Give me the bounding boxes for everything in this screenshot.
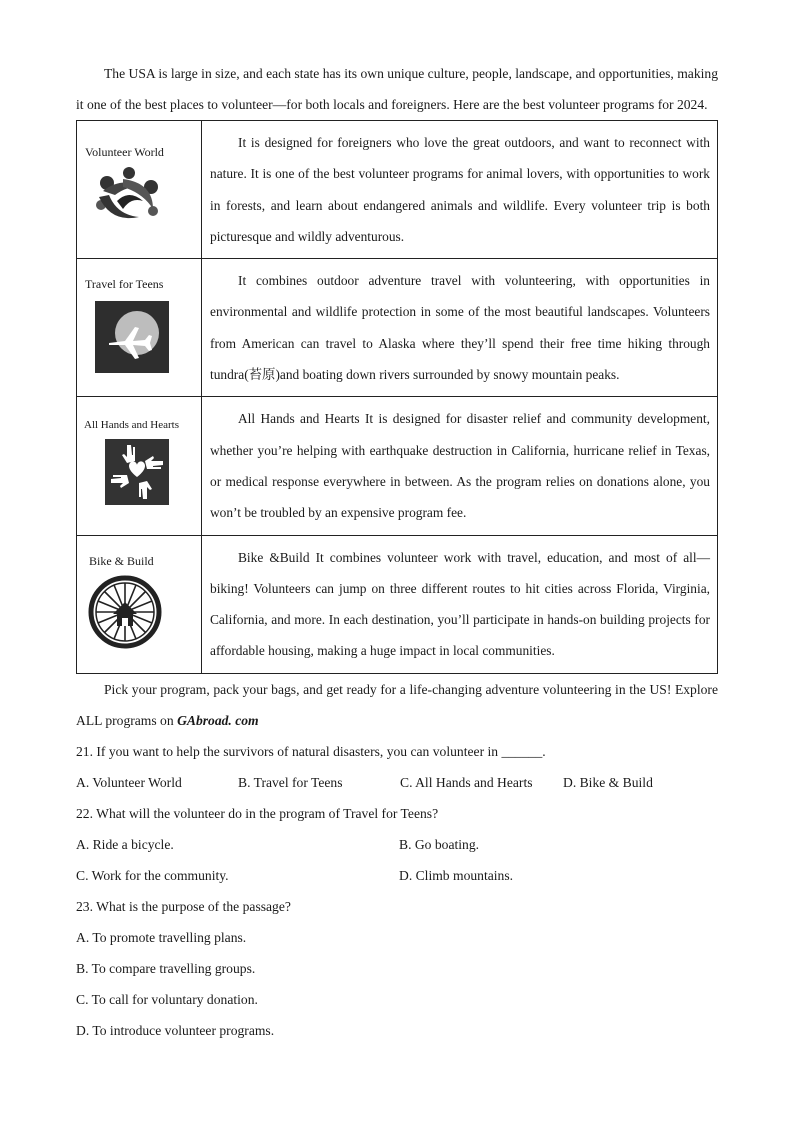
program-row: [77, 121, 718, 259]
question-options: [76, 767, 718, 798]
program-row: [77, 535, 718, 673]
program-name: Volunteer World: [85, 145, 164, 159]
bike-wheel-house-icon: [87, 574, 163, 650]
question-21: [76, 736, 718, 798]
question-options-row: [76, 829, 718, 860]
program-description-cell: [202, 259, 718, 397]
option-a[interactable]: A. To promote travelling plans.: [76, 929, 247, 945]
question-stem: 21. If you want to help the survivors of natural disasters, you can volunteer in ______.: [76, 743, 546, 759]
option-b[interactable]: B. Travel for Teens: [238, 774, 343, 790]
program-description: All Hands and Hearts It is designed for disaster relief and community development, whether you’re helping with earthquake destruction in California, hurricane relief in Texas, or medical response everywhere in between. As the program relies on donations alone, you won’t be troubled by an expensive program fee.: [210, 411, 710, 521]
option-d[interactable]: D. Climb mountains.: [399, 867, 514, 883]
program-name: Bike & Build: [89, 553, 154, 568]
program-row: [77, 397, 718, 535]
option-d[interactable]: D. To introduce volunteer programs.: [76, 1022, 275, 1038]
program-description: It is designed for foreigners who love the great outdoors, and want to reconnect with nature. It is one of the best volunteer programs for animal lovers, with opportunities to work in forests, and learn about endangered animals and wildlife. Every volunteer trip is both picturesque and wildly adventurous.: [210, 135, 710, 244]
question-stem: 23. What is the purpose of the passage?: [76, 898, 291, 914]
program-logo-cell: [77, 535, 202, 673]
option-c[interactable]: C. To call for voluntary donation.: [76, 991, 258, 1007]
option-c[interactable]: C. Work for the community.: [76, 867, 229, 883]
question-options-row: [76, 860, 718, 891]
option-a[interactable]: A. Volunteer World: [76, 774, 182, 790]
program-description-cell: [202, 397, 718, 535]
option-d[interactable]: D. Bike & Build: [563, 774, 653, 790]
option-b[interactable]: B. Go boating.: [399, 836, 480, 852]
closing-paragraph: [76, 674, 718, 736]
program-logo-cell: [77, 121, 202, 259]
site-link[interactable]: GAbroad. com: [177, 712, 259, 728]
airplane-icon: [95, 301, 169, 373]
program-name: Travel for Teens: [85, 277, 164, 292]
page: [76, 58, 718, 1046]
program-description: It combines outdoor adventure travel with volunteering, with opportunities in environmental and wildlife protection in some of the most beautiful landscapes. Volunteers from American can travel to Alaska where they’ll spend their free time hiking through tundra(苔原)and boating down rivers surrounded by snowy mountain peaks.: [210, 273, 710, 383]
program-logo-cell: [77, 259, 202, 397]
program-name: All Hands and Hearts: [84, 419, 180, 432]
program-description-cell: [202, 535, 718, 673]
program-row: [77, 259, 718, 397]
programs-table: [76, 120, 718, 674]
closing-text: Pick your program, pack your bags, and get ready for a life-changing adventure volunteering in the US! Explore ALL programs on: [76, 681, 718, 728]
program-logo-cell: [77, 397, 202, 535]
hands-heart-icon: [105, 439, 169, 505]
question-22: [76, 798, 718, 891]
volunteer-world-logo-icon: [93, 165, 165, 225]
option-a[interactable]: A. Ride a bicycle.: [76, 836, 174, 852]
program-description: Bike &Build It combines volunteer work with travel, education, and most of all—biking! Volunteers can jump on three different routes to hit cities across Florida, Virginia, California, and more. In each destination, you’ll participate in hands-on building projects for affordable housing, making a huge impact in local communities.: [210, 549, 710, 659]
program-description-cell: [202, 121, 718, 259]
question-23: [76, 891, 718, 1046]
intro-paragraph: The USA is large in size, and each state has its own unique culture, people, landscape, and opportunities, making it one of the best places to volunteer—for both locals and foreigners. Here are the best volunteer programs for 2024.: [76, 66, 718, 112]
question-stem: 22. What will the volunteer do in the program of Travel for Teens?: [76, 805, 439, 821]
option-b[interactable]: B. To compare travelling groups.: [76, 960, 256, 976]
option-c[interactable]: C. All Hands and Hearts: [400, 774, 533, 790]
